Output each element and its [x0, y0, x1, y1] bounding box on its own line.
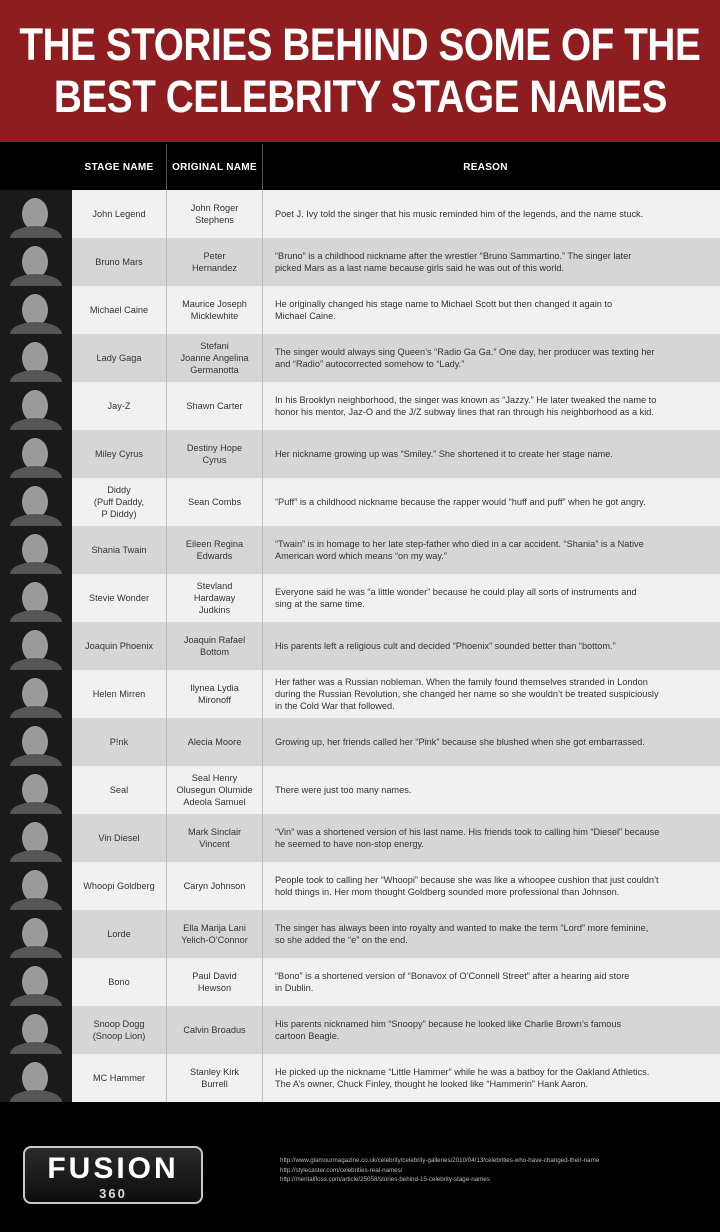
stage-name-cell — [72, 766, 166, 814]
reason-cell — [262, 430, 708, 478]
stage-name-cell — [72, 958, 166, 1006]
reason-cell — [262, 478, 708, 526]
stage-name-cell-text: P!nk — [109, 737, 129, 747]
original-name-cell-text: Maurice Joseph Micklewhite — [182, 299, 247, 321]
stage-name-cell-text: John Legend — [92, 209, 146, 219]
stage-name-cell — [72, 1006, 166, 1054]
reason-cell — [262, 382, 708, 430]
stage-name-cell — [72, 430, 166, 478]
source-link[interactable]: http://www.glamourmagazine.co.uk/celebrity/celebrity-galleries/2010/04/13/celebrities-who-have-changed-their-name — [280, 1157, 600, 1164]
celebrity-photo — [0, 622, 72, 670]
table-row — [0, 478, 720, 526]
original-name-cell-text: Ilynea Lydia Mironoff — [190, 683, 239, 705]
celebrity-photo — [0, 190, 72, 238]
original-name-cell-text: Caryn Johnson — [183, 881, 246, 891]
celebrity-photo — [0, 526, 72, 574]
original-name-cell-text: Paul David Hewson — [192, 971, 237, 993]
reason-cell-text: He picked up the nickname “Little Hammer” while he was a batboy for the Oakland Athletics. The A’s owner, Chuck Finley, thought he looked like “Hammerin” Hank Aaron. — [275, 1067, 650, 1089]
reason-cell-text: “Puff” is a childhood nickname because the rapper would “huff and puff” when he got angry. — [275, 497, 646, 507]
fusion-360-logo — [23, 1146, 203, 1204]
original-name-cell — [166, 238, 262, 286]
table-row — [0, 766, 720, 814]
reason-cell — [262, 814, 708, 862]
celebrity-photo — [0, 910, 72, 958]
original-name-cell — [166, 478, 262, 526]
photo-shoulders-shape — [10, 466, 62, 478]
photo-shoulders-shape — [10, 658, 62, 670]
table-row — [0, 910, 720, 958]
reason-cell-text: In his Brooklyn neighborhood, the singer was known as “Jazzy.” He later tweaked the name to honor his mentor, Jaz-O and the J/Z subway lines that ran through his neighborhood as a kid. — [275, 395, 657, 417]
original-name-cell-text: Alecia Moore — [187, 737, 242, 747]
reason-cell-text: Growing up, her friends called her “Pink” because she blushed when she got embarrassed. — [275, 737, 645, 747]
table-row — [0, 526, 720, 574]
reason-cell — [262, 718, 708, 766]
photo-shoulders-shape — [10, 1042, 62, 1054]
stage-name-cell-text: Bono — [108, 977, 130, 987]
original-name-cell-text: Shawn Carter — [186, 401, 243, 411]
original-name-cell-text: Calvin Broadus — [183, 1025, 246, 1035]
stage-name-cell — [72, 190, 166, 238]
table-row — [0, 190, 720, 238]
celebrity-photo — [0, 1006, 72, 1054]
original-name-cell — [166, 718, 262, 766]
reason-cell — [262, 190, 708, 238]
photo-shoulders-shape — [10, 226, 62, 238]
table-row — [0, 382, 720, 430]
table-row — [0, 958, 720, 1006]
original-name-cell-text: John Roger Stephens — [190, 203, 239, 225]
table-row — [0, 430, 720, 478]
original-name-cell — [166, 910, 262, 958]
stage-name-cell — [72, 382, 166, 430]
table-row — [0, 334, 720, 382]
reason-cell — [262, 670, 708, 718]
celebrity-photo — [0, 430, 72, 478]
celebrity-photo — [0, 814, 72, 862]
source-link[interactable]: http://stylecaster.com/celebrities-real-names/ — [280, 1166, 403, 1174]
logo-wordmark: FUSION — [47, 1152, 179, 1185]
reason-cell-text: His parents nicknamed him “Snoopy” because he looked like Charlie Brown’s famous cartoon Beagle. — [275, 1019, 622, 1041]
photo-shoulders-shape — [10, 850, 62, 862]
stage-name-cell — [72, 1054, 166, 1102]
stage-name-cell-text: Jay-Z — [107, 401, 131, 411]
table-row — [0, 238, 720, 286]
stage-name-cell-text: MC Hammer — [92, 1073, 146, 1083]
original-name-cell-text: Stevland Hardaway Judkins — [193, 581, 236, 615]
stage-name-cell-text: Whoopi Goldberg — [83, 881, 155, 891]
stage-name-cell — [72, 670, 166, 718]
celebrity-photo — [0, 238, 72, 286]
reason-cell — [262, 862, 708, 910]
original-name-cell — [166, 1006, 262, 1054]
reason-cell — [262, 334, 708, 382]
original-name-cell — [166, 382, 262, 430]
table-row — [0, 1054, 720, 1102]
reason-cell — [262, 1054, 708, 1102]
stage-name-cell-text: Lorde — [107, 929, 131, 939]
reason-cell-text: “Bono” is a shortened version of “Bonavox of O’Connell Street” after a hearing aid store in Dublin. — [275, 971, 630, 993]
original-name-cell — [166, 766, 262, 814]
stage-name-cell — [72, 718, 166, 766]
column-header-stage-name: STAGE NAME — [84, 161, 154, 173]
celebrity-photo — [0, 334, 72, 382]
reason-cell-text: He originally changed his stage name to Michael Scott but then changed it again to Michael Caine. — [275, 299, 613, 321]
photo-shoulders-shape — [10, 562, 62, 574]
reason-cell — [262, 1006, 708, 1054]
original-name-cell — [166, 190, 262, 238]
original-name-cell-text: Joaquin Rafael Bottom — [183, 635, 246, 657]
table-row — [0, 574, 720, 622]
reason-cell-text: “Twain” is in homage to her late step-father who died in a car accident. “Shania” is a Native American word which means “on my way.” — [275, 539, 644, 561]
source-link[interactable]: http://mentalfloss.com/article/25058/stories-behind-15-celebrity-stage-names — [280, 1176, 490, 1183]
original-name-cell — [166, 430, 262, 478]
reason-cell-text: His parents left a religious cult and decided “Phoenix” sounded better than “bottom.” — [275, 641, 616, 651]
stage-name-cell — [72, 286, 166, 334]
original-name-cell-text: Ella Marija Lani Yelich-O’Connor — [181, 923, 248, 945]
photo-shoulders-shape — [10, 802, 62, 814]
reason-cell — [262, 526, 708, 574]
column-header-reason: REASON — [262, 144, 708, 190]
stage-name-cell-text: Vin Diesel — [98, 833, 140, 843]
reason-cell — [262, 766, 708, 814]
stage-name-cell-text: Michael Caine — [89, 305, 149, 315]
logo-subtext: 360 — [99, 1186, 127, 1201]
reason-cell-text: Everyone said he was “a little wonder” because he could play all sorts of instruments and sing at the same time. — [275, 587, 637, 609]
title-banner — [0, 0, 720, 142]
table-row — [0, 862, 720, 910]
reason-cell — [262, 622, 708, 670]
original-name-cell-text: Sean Combs — [187, 497, 242, 507]
original-name-cell — [166, 286, 262, 334]
stage-name-cell-text: Joaquin Phoenix — [85, 641, 153, 651]
table-row — [0, 670, 720, 718]
reason-cell-text: The singer has always been into royalty and wanted to make the term “Lord” more feminine, so she added the “e” on the end. — [275, 923, 649, 945]
reason-cell-text: Her nickname growing up was “Smiley.” She shortened it to create her stage name. — [275, 449, 613, 459]
celebrity-photo — [0, 1054, 72, 1102]
stage-name-cell-text: Diddy (Puff Daddy, P Diddy) — [93, 485, 145, 519]
original-name-cell-text: Peter Hernandez — [192, 251, 237, 273]
stage-name-cell-text: Seal — [109, 785, 129, 795]
reason-cell-text: People took to calling her “Whoopi” because she was like a whoopee cushion that just couldn’t hold things in. Her mom thought Goldberg sounded more professional than Johnson. — [275, 875, 659, 897]
original-name-cell — [166, 526, 262, 574]
table-row — [0, 286, 720, 334]
reason-cell-text: “Bruno” is a childhood nickname after the wrestler “Bruno Sammartino.” The singer later picked Mars as a last name because girls said he was out of this world. — [275, 251, 632, 273]
celebrity-photo — [0, 670, 72, 718]
celebrity-photo — [0, 478, 72, 526]
reason-cell — [262, 958, 708, 1006]
photo-shoulders-shape — [10, 418, 62, 430]
original-name-cell — [166, 1054, 262, 1102]
stage-name-cell — [72, 526, 166, 574]
title-line-2: BEST CELEBRITY STAGE NAMES — [53, 71, 667, 122]
celebrity-photo — [0, 286, 72, 334]
original-name-cell — [166, 574, 262, 622]
column-header-original-name: ORIGINAL NAME — [166, 144, 262, 190]
original-name-cell — [166, 670, 262, 718]
photo-shoulders-shape — [10, 898, 62, 910]
reason-cell — [262, 910, 708, 958]
photo-shoulders-shape — [10, 274, 62, 286]
original-name-cell-text: Eileen Regina Edwards — [185, 539, 244, 561]
original-name-cell-text: Destiny Hope Cyrus — [186, 443, 243, 465]
celebrity-photo — [0, 718, 72, 766]
photo-shoulders-shape — [10, 946, 62, 958]
original-name-cell-text: Seal Henry Olusegun Olumide Adeola Samuel — [176, 773, 253, 807]
photo-shoulders-shape — [10, 706, 62, 718]
stage-name-cell — [72, 334, 166, 382]
stage-name-cell-text: Shania Twain — [91, 545, 147, 555]
source-links — [280, 1156, 712, 1185]
reason-cell-text: There were just too many names. — [275, 785, 412, 795]
original-name-cell — [166, 862, 262, 910]
original-name-cell — [166, 958, 262, 1006]
celebrity-photo — [0, 382, 72, 430]
photo-shoulders-shape — [10, 1090, 62, 1102]
original-name-cell — [166, 334, 262, 382]
table-row — [0, 814, 720, 862]
original-name-cell — [166, 814, 262, 862]
stage-name-cell — [72, 574, 166, 622]
stage-name-cell — [72, 910, 166, 958]
table-row — [0, 1006, 720, 1054]
original-name-cell — [166, 622, 262, 670]
celebrity-table — [0, 190, 720, 1102]
title-line-1: THE STORIES BEHIND SOME OF THE — [19, 19, 701, 70]
reason-cell — [262, 238, 708, 286]
photo-shoulders-shape — [10, 610, 62, 622]
stage-name-cell — [72, 622, 166, 670]
stage-name-cell-text: Stevie Wonder — [88, 593, 150, 603]
reason-cell-text: Her father was a Russian nobleman. When the family found themselves stranded in London during the Russian Revolution, she changed her name so she wouldn’t be treated suspiciously in the Cold War that followed. — [275, 677, 659, 711]
reason-cell — [262, 286, 708, 334]
stage-name-cell-text: Miley Cyrus — [95, 449, 143, 459]
stage-name-cell — [72, 478, 166, 526]
photo-shoulders-shape — [10, 514, 62, 526]
footer — [0, 1102, 720, 1232]
stage-name-cell-text: Snoop Dogg (Snoop Lion) — [92, 1019, 146, 1041]
table-row — [0, 718, 720, 766]
stage-name-cell-text: Bruno Mars — [95, 257, 143, 267]
celebrity-photo — [0, 766, 72, 814]
table-row — [0, 622, 720, 670]
stage-name-cell — [72, 238, 166, 286]
photo-shoulders-shape — [10, 370, 62, 382]
stage-name-cell — [72, 862, 166, 910]
celebrity-photo — [0, 862, 72, 910]
table-header — [0, 144, 720, 190]
reason-cell — [262, 574, 708, 622]
original-name-cell-text: Stanley Kirk Burrell — [189, 1067, 240, 1089]
stage-name-cell-text: Helen Mirren — [92, 689, 146, 699]
photo-shoulders-shape — [10, 322, 62, 334]
photo-shoulders-shape — [10, 994, 62, 1006]
original-name-cell-text: Stefani Joanne Angelina Germanotta — [180, 341, 249, 375]
stage-name-cell-text: Lady Gaga — [96, 353, 142, 363]
original-name-cell-text: Mark Sinclair Vincent — [187, 827, 242, 849]
celebrity-photo — [0, 574, 72, 622]
celebrity-photo — [0, 958, 72, 1006]
reason-cell-text: The singer would always sing Queen’s “Radio Ga Ga.” One day, her producer was texting her and “Radio” autocorrected somehow to “Lady.” — [275, 347, 655, 369]
stage-name-cell — [72, 814, 166, 862]
reason-cell-text: Poet J. Ivy told the singer that his music reminded him of the legends, and the name stuck. — [275, 209, 644, 219]
reason-cell-text: “Vin” was a shortened version of his last name. His friends took to calling him “Diesel” because he seemed to have non-stop energy. — [275, 827, 660, 849]
photo-shoulders-shape — [10, 754, 62, 766]
